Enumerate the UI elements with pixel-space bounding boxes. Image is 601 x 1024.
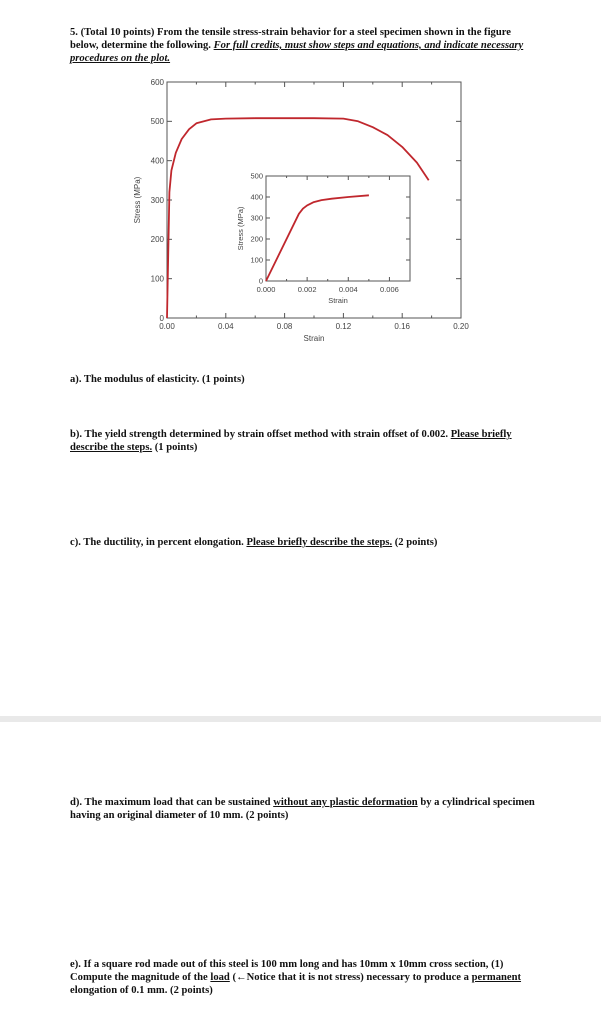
- main-ytick-label: 300: [150, 195, 164, 205]
- part-a-text: a). The modulus of elasticity. (1 points): [70, 374, 245, 385]
- inset-ytick-label: 200: [250, 234, 263, 244]
- inset-xtick-label: 0.002: [297, 285, 317, 294]
- main-ytick-label: 200: [150, 235, 164, 245]
- part-e-end: elongation of 0.1 mm. (2 points): [70, 985, 213, 996]
- inset-xtick-label: 0.006: [380, 285, 399, 294]
- part-d-rest: by a cylindrical specimen having an original diameter of 10 mm. (2 points): [70, 797, 535, 821]
- question-intro: (Total 10 points) From the tensile stress-strain behavior for a steel specimen shown in the figure below, determine the following.: [70, 27, 511, 51]
- page-divider: [0, 716, 601, 722]
- inset-ytick-label: 100: [250, 255, 263, 265]
- main-xtick-label: 0.08: [276, 322, 293, 331]
- inset-ytick-label: 300: [250, 213, 263, 223]
- inset-ytick-label: 500: [250, 171, 263, 181]
- main-xtick-label: 0.20: [453, 322, 469, 331]
- inset-xtick-label: 0.004: [338, 285, 358, 294]
- part-a: [70, 373, 536, 386]
- question-number: 5.: [70, 27, 78, 38]
- main-x-axis-title: Strain: [303, 334, 325, 343]
- inset-ytick-label: 400: [250, 192, 263, 202]
- part-e-text: e). If a square rod made out of this steel is 100 mm long and has 10mm x 10mm cross section, (1) Compute the magnitude of the: [70, 959, 504, 983]
- part-b-underline: Please briefly describe the steps.: [70, 429, 512, 453]
- part-d-underline: without any plastic deformation: [273, 797, 418, 808]
- part-b-text: b). The yield strength determined by strain offset method with strain offset of 0.002.: [70, 429, 449, 440]
- inset-x-axis-title: Strain: [328, 296, 348, 305]
- part-e-middle: (←Notice that it is not stress) necessary to produce a: [232, 972, 469, 983]
- part-c-points: (2 points): [394, 537, 438, 548]
- main-ytick-label: 500: [150, 117, 164, 127]
- main-ytick-label: 400: [150, 156, 164, 166]
- main-xtick-label: 0.12: [335, 322, 352, 331]
- inset-y-axis-title: Stress (MPa): [236, 206, 245, 251]
- part-d-text: d). The maximum load that can be sustained: [70, 797, 271, 808]
- inset-ytick-label: 0: [258, 276, 263, 286]
- main-ytick-label: 600: [150, 77, 164, 87]
- part-c-text: c). The ductility, in percent elongation.: [70, 537, 244, 548]
- part-e-underline-load: load: [210, 972, 230, 983]
- part-b-points: (1 points): [154, 442, 198, 453]
- part-d: [70, 796, 536, 822]
- main-xtick-label: 0.16: [394, 322, 410, 331]
- part-e: [70, 958, 536, 997]
- inset-frame: [266, 176, 410, 281]
- part-c-underline: Please briefly describe the steps.: [246, 537, 393, 548]
- stress-strain-figure: [0, 0, 601, 350]
- part-c: [70, 536, 536, 549]
- main-ytick-label: 100: [150, 274, 164, 284]
- main-xtick-label: 0.00: [159, 322, 175, 331]
- inset-xtick-label: 0.000: [256, 285, 276, 294]
- question-emphasis: For full credits, must show steps and equations, and indicate necessary procedures on the plot.: [70, 40, 524, 64]
- main-xtick-label: 0.04: [218, 322, 234, 331]
- main-y-axis-title: Stress (MPa): [133, 176, 142, 224]
- part-b: [70, 428, 536, 454]
- part-e-underline-permanent: permanent: [471, 972, 522, 983]
- main-ytick-label: 0: [159, 313, 164, 323]
